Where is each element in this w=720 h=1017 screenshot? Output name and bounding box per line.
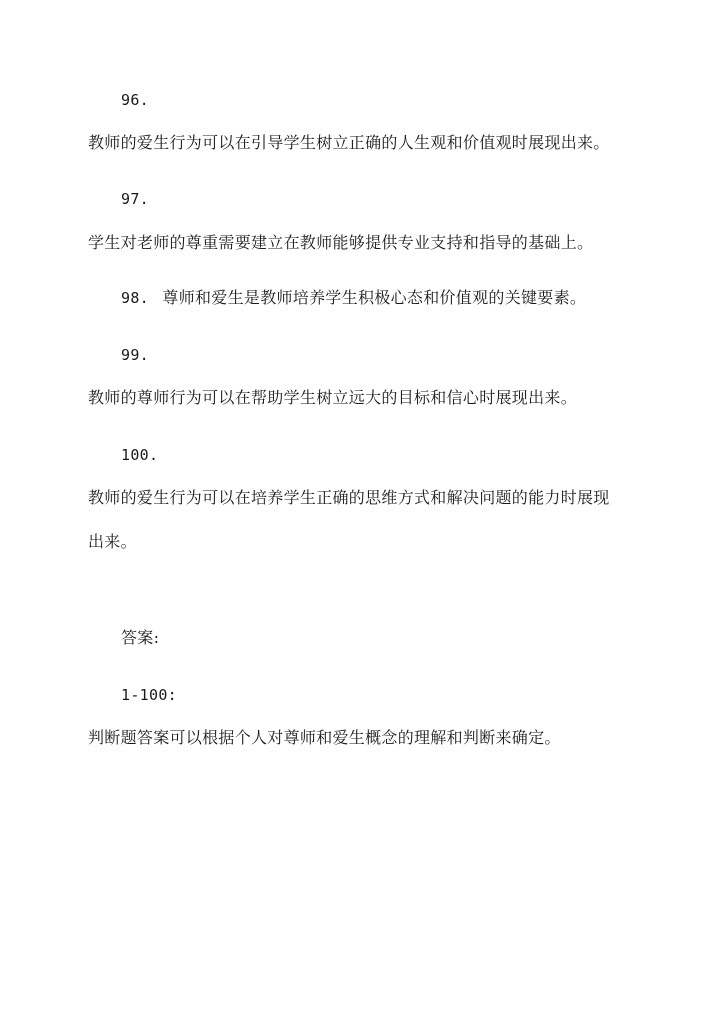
item-96-number: 96. — [121, 91, 149, 109]
item-96-text: 教师的爱生行为可以在引导学生树立正确的人生观和价值观时展现出来。 — [88, 133, 610, 152]
item-97-number: 97. — [121, 190, 149, 208]
answers-heading: 答案: — [121, 628, 160, 647]
item-100-number: 100. — [121, 446, 159, 464]
item-98 — [121, 288, 586, 308]
item-97-text: 学生对老师的尊重需要建立在教师能够提供专业支持和指导的基础上。 — [88, 233, 594, 252]
item-99-text: 教师的尊师行为可以在帮助学生树立远大的目标和信心时展现出来。 — [88, 388, 578, 407]
answers-range: 1-100: — [121, 686, 177, 704]
item-100-text-line2: 出来。 — [88, 532, 137, 551]
item-100-text-line1: 教师的爱生行为可以在培养学生正确的思维方式和解决问题的能力时展现 — [88, 488, 610, 507]
item-99-number: 99. — [121, 346, 149, 364]
item-98-number: 98. — [121, 289, 149, 307]
answers-text: 判断题答案可以根据个人对尊师和爱生概念的理解和判断来确定。 — [88, 728, 561, 747]
item-98-text: 尊师和爱生是教师培养学生积极心态和价值观的关键要素。 — [162, 288, 587, 307]
